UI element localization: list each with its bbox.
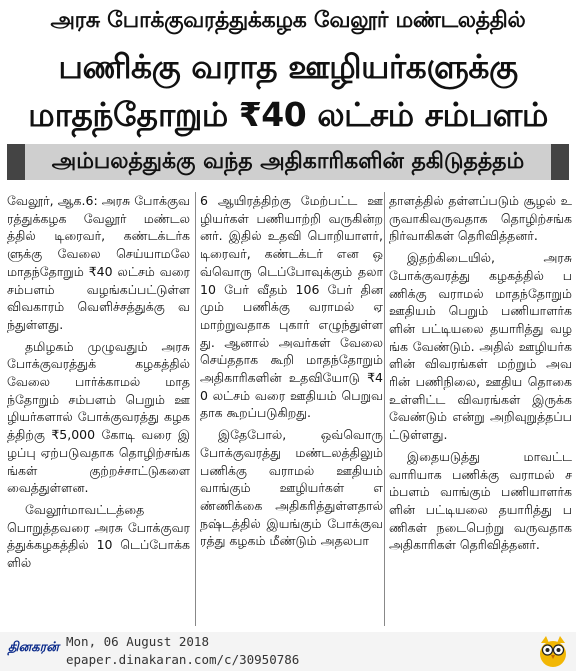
subhead-right-bar [551, 144, 569, 180]
subhead: அம்பலத்துக்கு வந்த அதிகாரிகளின் தகிடுதத்தம் [25, 144, 551, 180]
paragraph: தாளத்தில் தள்ளப்படும் சூழல் உருவாகிவருவதாக தொழிற்சங்க நிர்வாகிகள் தெரிவித்தனர். [389, 193, 572, 244]
paragraph: இதேபோல், ஒவ்வொரு போக்குவரத்து மண்டலத்திலும் பணிக்கு வராமல் ஊதியம் வாங்கும் ஊழியர்கள் எண்ணிக்கை அதிகரித்துள்ளதால் நஷ்டத்தில் இயங்கும் போக்குவரத்து கழகம் மீண்டும் அதலபா [200, 427, 383, 549]
article-column-1 [7, 192, 190, 626]
paragraph: இதையடுத்து மாவட்ட வாரியாக பணிக்கு வராமல் சம்பளம் வாங்கும் பணியாளர்களின் பட்டியலை தயாரித்து பணிகள் நடைபெற்று வருவதாக அதிகாரிகள் தெரிவித்தனர். [389, 448, 572, 553]
epaper-link[interactable]: epaper.dinakaran.com/c/30950786 [66, 652, 300, 667]
newspaper-logo: தினகரன் [8, 640, 59, 655]
subhead-left-bar [7, 144, 25, 180]
paragraph: தமிழகம் முழுவதும் அரசு போக்குவரத்துக் கழகத்தில் வேலை பார்க்காமல் மாதந்தோறும் சம்பளம் பெறும் ஊழியர்களால் போக்குவரத்து கழகத்திற்கு ₹5,000 கோடி வரை இழப்பு ஏற்படுவதாக தொழிற்சங்கங்கள் குற்றச்சாட்டுகளை வைத்துள்ளன. [7, 338, 190, 496]
paragraph: வேலூர்மாவட்டத்தை பொறுத்தவரை அரசு போக்குவரத்துக்கழகத்தில் 10 டெப்போக்களில் [7, 501, 190, 571]
column-divider [195, 192, 196, 626]
paragraph: இதற்கிடையில், அரசு போக்குவரத்து கழகத்தில் பணிக்கு வராமல் மாதந்தோறும் ஊதியம் பெறும் பணியாளர்களின் பட்டியலை தயாரித்து வழங்க வேண்டும். அதில் ஊழியர்களின் விவரங்கள் மற்றும் அவரின் பணிநிலை, ஊதிய தொகை உள்ளிட்ட விவரங்கள் இருக்க வேண்டும் என்று அறிவுறுத்தப்பட்டுள்ளது. [389, 250, 572, 443]
article-column-3 [389, 192, 572, 626]
edition-date: Mon, 06 August 2018 [66, 634, 209, 649]
article-column-2 [200, 192, 383, 626]
column-divider [384, 192, 385, 626]
headline-line-2: மாதந்தோறும் ₹40 லட்சம் சம்பளம் [28, 95, 548, 134]
paragraph: வேலூர், ஆக.6: அரசு போக்குவரத்துக்கழக வேலூர் மண்டலத்தில் டிரைவர், கண்டக்டர்களுக்கு வேலை செய்யாமலே மாதந்தோறும் ₹40 லட்சம் வரை சம்பளம் வழங்கப்பட்டுள்ள விவகாரம் வெளிச்சத்துக்கு வந்துள்ளது. [7, 193, 190, 332]
headline-line-1: பணிக்கு வராத ஊழியர்களுக்கு [58, 47, 518, 86]
owl-icon [537, 634, 569, 668]
kicker: அரசு போக்குவரத்துக்கழக வேலூர் மண்டலத்தில் [50, 8, 526, 33]
paragraph: 6 ஆயிரத்திற்கு மேற்பட்ட ஊழியர்கள் பணியாற்றி வருகின்றனர். இதில் உதவி பொறியாளர், டிரைவர், கண்டக்டர் என ஒவ்வொரு டெப்போவுக்கும் தலா 10 பேர் வீதம் 106 பேர் தினமும் பணிக்கு வராமல் ஏமாற்றுவதாக புகார் எழுந்துள்ளது. ஆனால் அவர்கள் வேலை செய்ததாக கூறி மாதந்தோறும் அதிகாரிகளின் உதவியோடு ₹40 லட்சம் வரை ஊதியம் பெறுவதாக கூறப்படுகிறது. [200, 193, 383, 421]
